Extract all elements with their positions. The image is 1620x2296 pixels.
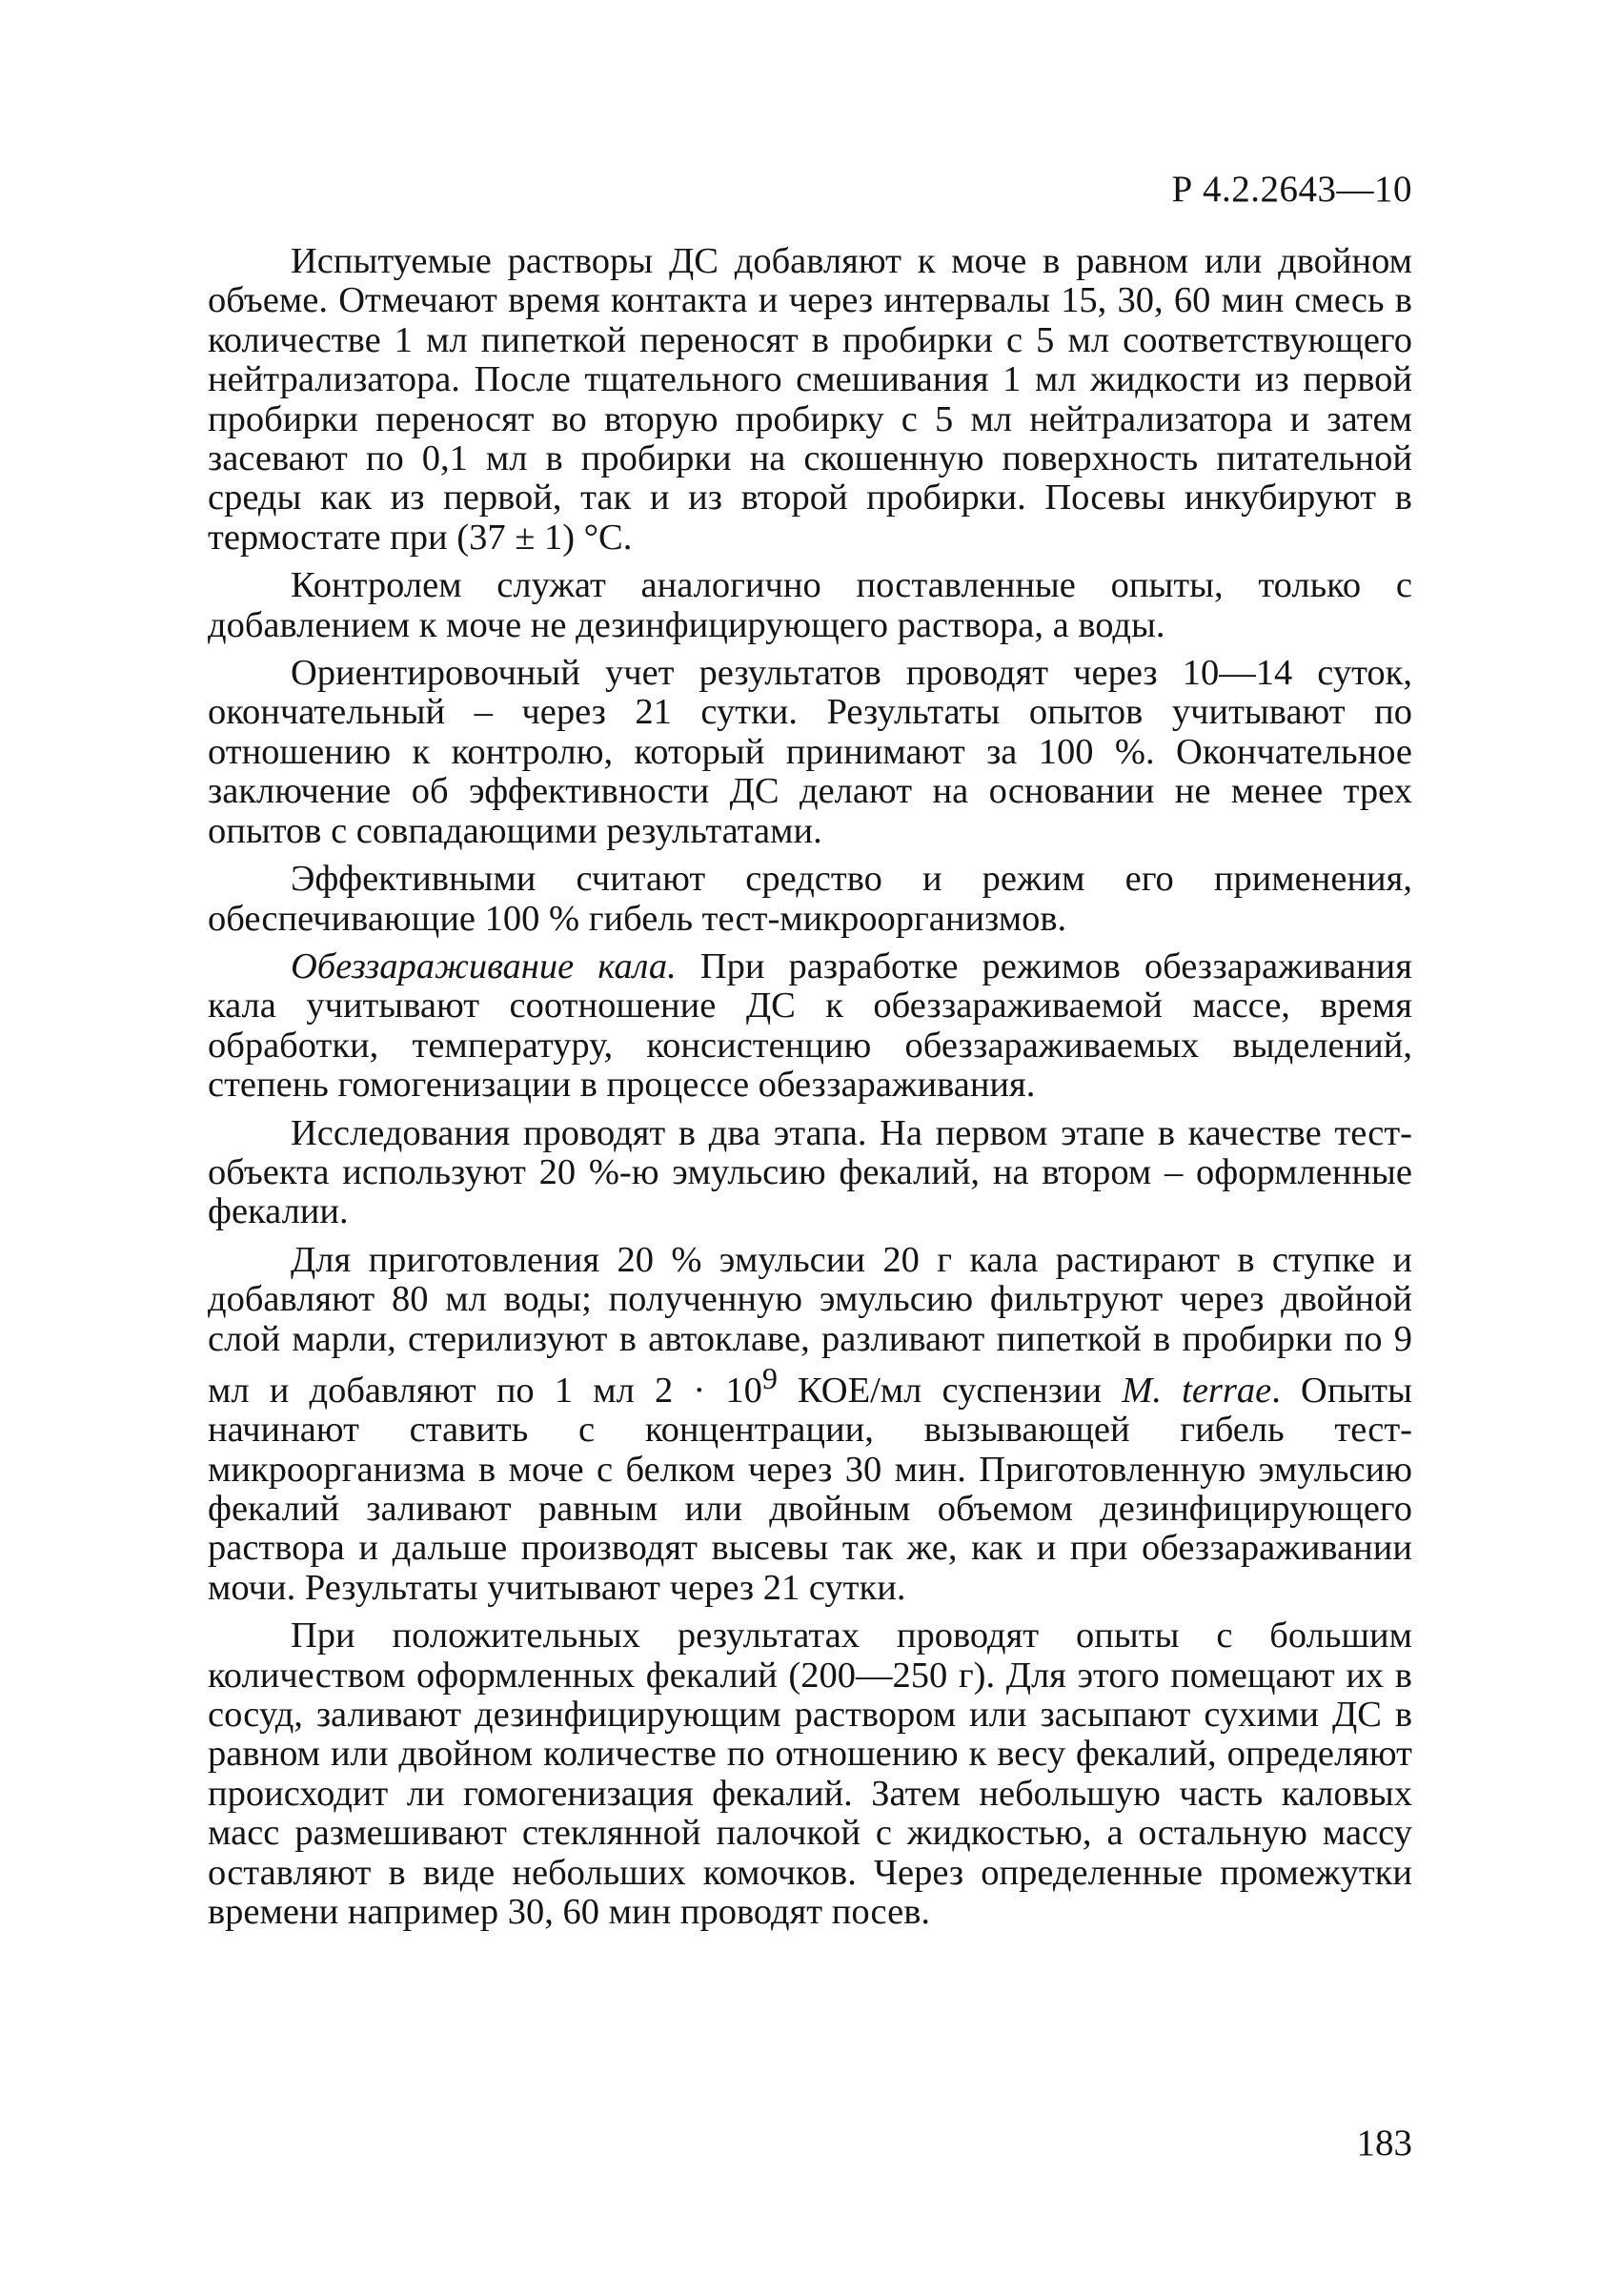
exponent: 9	[761, 1360, 778, 1395]
paragraph-control-experiments: Контролем служат аналогично поставленные опыты, только с добавлением к моче не дезинфицирующего раствора, а воды.	[208, 565, 1412, 645]
paragraph-formed-feces-experiments: При положительных результатах проводят опыты с большим количеством оформленных фекалий (200—250 г). Для этого помещают их в сосуд, заливают дезинфицирующим раствором или засыпают сухими ДС в равном или двойном количестве по отношению к весу фекалий, определяют происходит ли гомогенизация фекалий. Затем небольшую часть каловых масс размешивают стеклянной палочкой с жидкостью, а остальную массу оставляют в виде небольших комочков. Через определенные промежутки времени например 30, 60 мин проводят посев.	[208, 1615, 1412, 1933]
emulsion-text-part-1: Для приготовления 20 % эмульсии 20 г кала растирают в ступке и добавляют 80 мл воды; полученную эмульсию фильтруют через двойной слой марли, стерилизуют в автоклаве, разливают пипеткой в пробирки по 9 мл и добавляют по 1 мл 2 · 10	[208, 1239, 1412, 1411]
paragraph-emulsion-preparation	[208, 1241, 1412, 1608]
emulsion-text-part-2: КОЕ/мл суспензии	[777, 1370, 1123, 1411]
emulsion-text-part-3: . Опыты начинают ставить с концентрации, вызывающей гибель тест-микроорганизма в моче с белком через 30 мин. Приготовленную эмульсию фекалий заливают равным или двойным объемом дезинфицирующего раствора и дальше производят высевы так же, как и при обеззараживании мочи. Результаты учитывают через 21 сутки.	[208, 1370, 1412, 1608]
page-number: 183	[1356, 2123, 1412, 2164]
section-heading-feces-disinfection: Обеззараживание кала.	[291, 945, 677, 986]
body-text	[208, 242, 1412, 1932]
organism-name: M. terrae	[1122, 1370, 1272, 1411]
paragraph-results-accounting: Ориентировочный учет результатов проводят через 10—14 суток, окончательный – через 21 сутки. Результаты опытов учитывают по отношению к контролю, который принимают за 100 %. Окончательное заключение об эффективности ДС делают на основании не менее трех опытов с совпадающими результатами.	[208, 653, 1412, 851]
document-code: Р 4.2.2643—10	[1171, 169, 1412, 210]
paragraph-effectiveness-criterion: Эффективными считают средство и режим его применения, обеспечивающие 100 % гибель тест-микроорганизмов.	[208, 859, 1412, 939]
paragraph-urine-test-procedure: Испытуемые растворы ДС добавляют к моче в равном или двойном объеме. Отмечают время контакта и через интервалы 15, 30, 60 мин смесь в количестве 1 мл пипеткой переносят в пробирки с 5 мл соответствующего нейтрализатора. После тщательного смешивания 1 мл жидкости из первой пробирки переносят во вторую пробирку с 5 мл нейтрализатора и затем засевают по 0,1 мл в пробирки на скошенную поверхность питательной среды как из первой, так и из второй пробирки. Посевы инкубируют в термостате при (37 ± 1) °С.	[208, 241, 1412, 558]
paragraph-two-stage-study: Исследования проводят в два этапа. На первом этапе в качестве тест-объекта используют 20 %-ю эмульсию фекалий, на втором – оформленные фекалии.	[208, 1112, 1412, 1232]
paragraph-feces-disinfection-text: При разработке режимов обеззараживания кала учитывают соотношение ДС к обеззараживаемой массе, время обработки, температуру, консистенцию обеззараживаемых выделений, степень гомогенизации в процессе обеззараживания.	[208, 945, 1412, 1106]
paragraph-feces-disinfection	[208, 947, 1412, 1106]
